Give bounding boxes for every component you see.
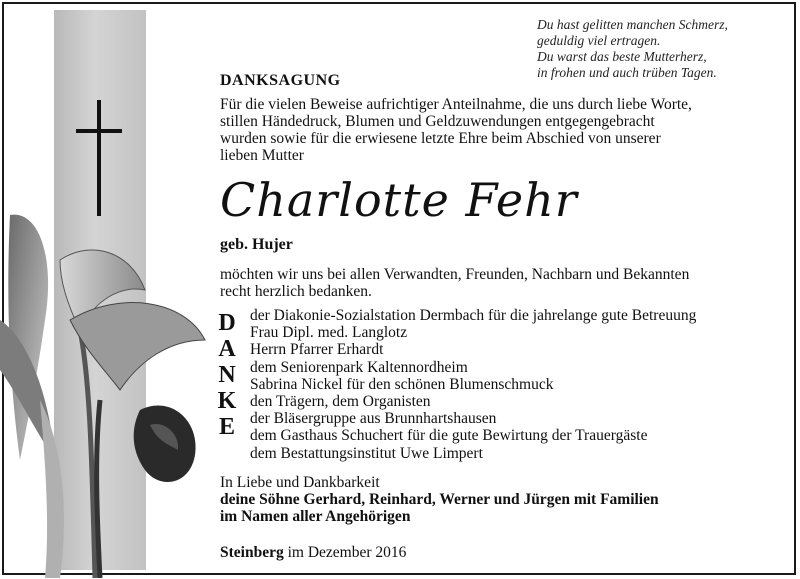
list-item: Sabrina Nickel für den schönen Blumenschmuck: [250, 375, 554, 393]
poem: [537, 17, 728, 81]
intro-line: Für die vielen Beweise aufrichtiger Anteilnahme, die uns durch liebe Worte,: [220, 96, 692, 113]
poem-line: Du hast gelitten manchen Schmerz,: [537, 17, 728, 32]
list-item: dem Gasthaus Schuchert für die gute Bewirtung der Trauergäste: [250, 427, 648, 445]
list-item: dem Bestattungsinstitut Uwe Limpert: [250, 444, 483, 462]
list-item: der Bläsergruppe aus Brunnhartshausen: [250, 410, 497, 428]
thanks-line: recht herzlich bedanken.: [220, 283, 372, 300]
list-item: der Diakonie-Sozialstation Dermbach für die jahrelange gute Betreuung: [250, 307, 697, 324]
danke-letter: N: [218, 362, 236, 388]
intro-line: lieben Mutter: [220, 147, 304, 164]
deceased-name: Charlotte Fehr: [220, 173, 578, 227]
list-item: dem Seniorenpark Kaltennordheim: [250, 358, 468, 376]
maiden-name: geb. Hujer: [220, 236, 293, 253]
intro-text: [220, 96, 780, 164]
place-date: [220, 544, 406, 562]
poem-line: Du warst das beste Mutterherz,: [537, 49, 707, 64]
danke-letter: K: [217, 388, 237, 414]
poem-line: in frohen und auch trüben Tagen.: [537, 65, 717, 80]
danke-letter: D: [218, 310, 236, 336]
poem-line: geduldig viel ertragen.: [537, 33, 661, 48]
thanks-text: [220, 266, 689, 300]
list-item: den Trägern, dem Organisten: [250, 393, 431, 411]
thanks-list: [250, 307, 696, 462]
relatives-line: im Namen aller Angehörigen: [220, 508, 411, 525]
cross-icon-bar: [76, 129, 122, 133]
place: Steinberg: [220, 544, 284, 561]
danke-letter: A: [218, 336, 236, 362]
thanks-line: möchten wir uns bei allen Verwandten, Freunden, Nachbarn und Bekannten: [220, 266, 690, 283]
intro-line: wurden sowie für die erwiesene letzte Ehre beim Abschied von unserer: [220, 130, 661, 147]
danke-acrostic: [216, 310, 238, 440]
list-item: Herrn Pfarrer Erhardt: [250, 341, 384, 359]
closing: [220, 474, 659, 525]
danke-letter: E: [218, 414, 235, 440]
list-item: Frau Dipl. med. Langlotz: [250, 324, 408, 342]
page-title: DANKSAGUNG: [220, 72, 341, 89]
date: im Dezember 2016: [287, 544, 407, 561]
cross-icon: [97, 100, 101, 216]
calla-lily-image: [0, 200, 215, 578]
family-names: deine Söhne Gerhard, Reinhard, Werner und Jürgen mit Familien: [220, 491, 659, 508]
closing-line: In Liebe und Dankbarkeit: [220, 474, 380, 491]
intro-line: stillen Händedruck, Blumen und Geldzuwendungen entgegengebracht: [220, 113, 655, 130]
